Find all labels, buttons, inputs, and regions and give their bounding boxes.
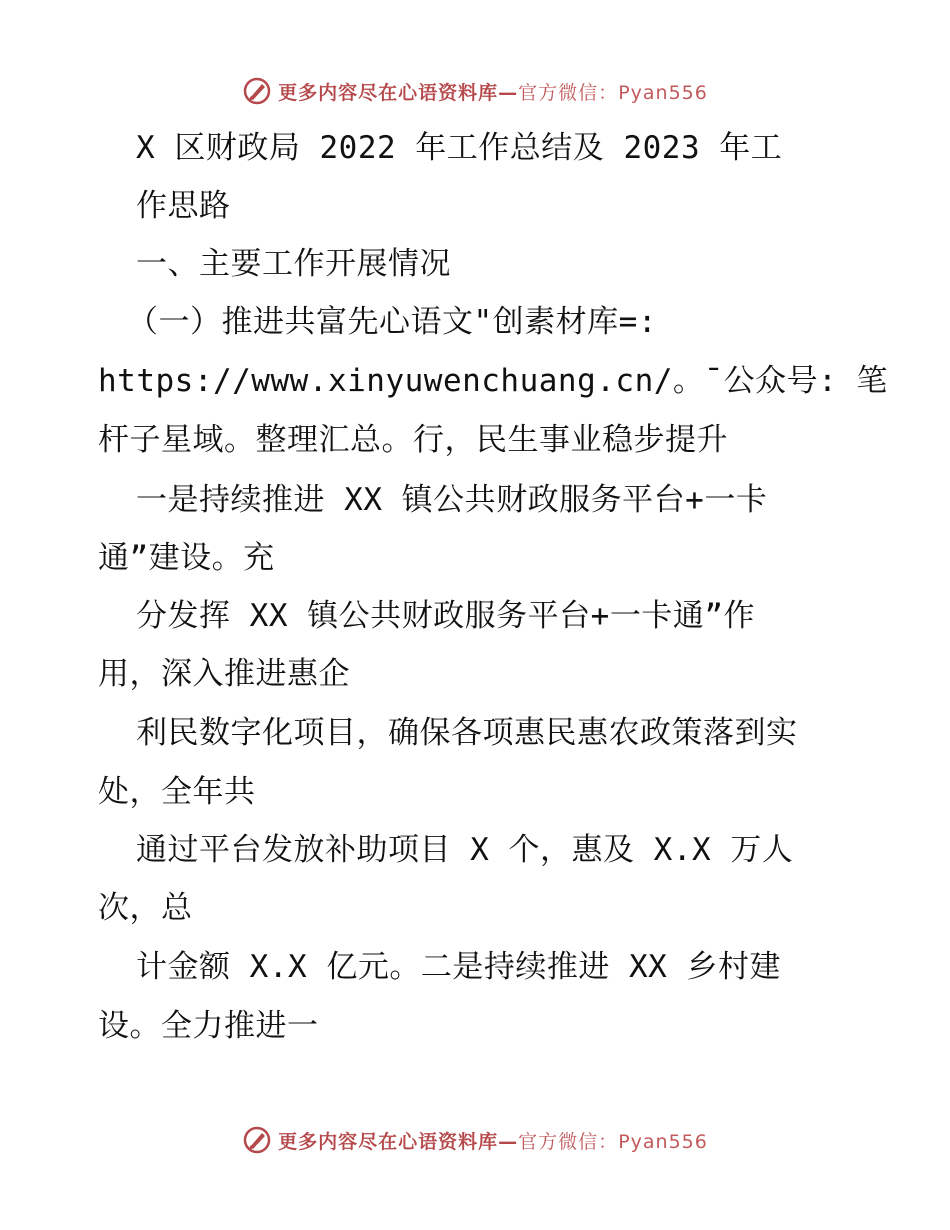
pen-logo-icon bbox=[242, 76, 272, 106]
pen-logo-icon bbox=[242, 1125, 272, 1155]
body-line: 处，全年共 bbox=[98, 774, 256, 810]
body-line: 通过平台发放补助项目 X 个，惠及 X.X 万人 bbox=[136, 832, 794, 868]
footer-watermark-banner bbox=[0, 1120, 950, 1160]
document-title-line-1: X 区财政局 2022 年工作总结及 2023 年工 bbox=[136, 130, 783, 166]
body-line: 杆子星域。整理汇总。行，民生事业稳步提升 bbox=[98, 422, 728, 458]
body-line: 通”建设。充 bbox=[98, 540, 275, 576]
body-line: 一是持续推进 XX 镇公共财政服务平台+一卡 bbox=[136, 482, 768, 518]
body-line: 计金额 X.X 亿元。二是持续推进 XX 乡村建 bbox=[136, 949, 781, 985]
header-watermark-banner bbox=[0, 71, 950, 111]
body-line: 设。全力推进一 bbox=[98, 1008, 319, 1044]
body-line: 利民数字化项目，确保各项惠民惠农政策落到实 bbox=[136, 715, 798, 751]
watermark-text: 更多内容尽在心语资料库—官方微信：Pyan556 bbox=[278, 1130, 708, 1153]
body-line: https://www.xinyuwenchuang.cn/。¯公众号: 笔 bbox=[98, 363, 888, 399]
section-heading: 一、主要工作开展情况 bbox=[136, 246, 451, 282]
watermark-text: 更多内容尽在心语资料库—官方微信：Pyan556 bbox=[278, 81, 708, 104]
body-line: 用，深入推进惠企 bbox=[98, 656, 350, 692]
body-line: 分发挥 XX 镇公共财政服务平台+一卡通”作 bbox=[136, 598, 755, 634]
document-title-line-2: 作思路 bbox=[136, 188, 231, 224]
body-line: 次，总 bbox=[98, 890, 193, 926]
subsection-heading: （一）推进共富先心语文"创素材库=: bbox=[127, 304, 657, 340]
